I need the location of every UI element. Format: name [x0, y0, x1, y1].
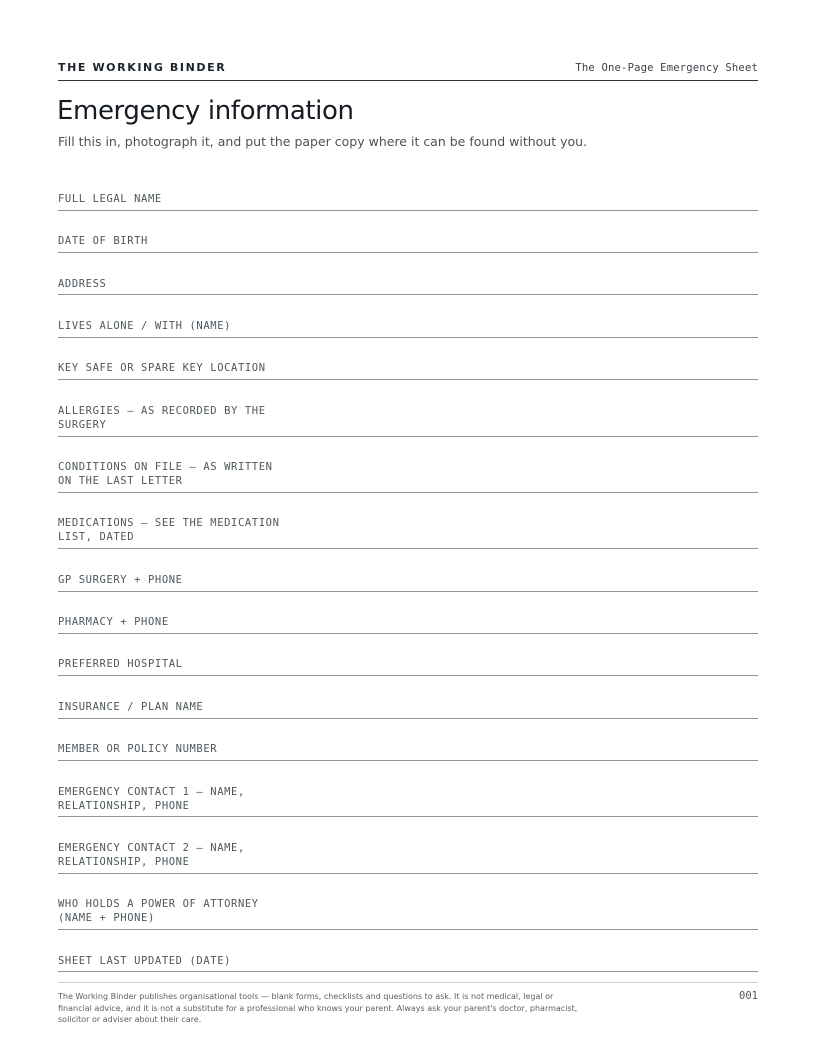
form-field[interactable]: [58, 875, 758, 930]
field-label: KEY SAFE OR SPARE KEY LOCATION: [58, 362, 266, 374]
form-field[interactable]: [58, 550, 758, 592]
form-field[interactable]: [58, 494, 758, 549]
field-label: INSURANCE / PLAN NAME: [58, 701, 204, 713]
form-field[interactable]: [58, 818, 758, 874]
field-label: MEDICATIONS — SEE THE MEDICATION LIST, DATED: [58, 517, 280, 543]
form-field[interactable]: [58, 635, 758, 676]
footer-divider: [58, 982, 758, 983]
page-subtitle: Fill this in, photograph it, and put the paper copy where it can be found without you.: [58, 134, 588, 149]
form-field[interactable]: [58, 931, 758, 972]
form-field[interactable]: [58, 339, 758, 380]
field-label: CONDITIONS ON FILE — AS WRITTEN ON THE LAST LETTER: [58, 461, 273, 487]
field-label: PREFERRED HOSPITAL: [58, 658, 183, 670]
page-number: 001: [739, 990, 758, 1002]
form-field[interactable]: [58, 593, 758, 634]
form-field[interactable]: [58, 762, 758, 817]
field-label: DATE OF BIRTH: [58, 235, 148, 247]
field-label: PHARMACY + PHONE: [58, 616, 169, 628]
form-field[interactable]: [58, 212, 758, 253]
field-label: SHEET LAST UPDATED (DATE): [58, 955, 232, 967]
page-title: Emergency information: [57, 96, 354, 126]
form-field[interactable]: [58, 677, 758, 719]
form-field[interactable]: [58, 170, 758, 211]
page-header: [58, 61, 758, 81]
field-label: FULL LEGAL NAME: [58, 193, 162, 205]
form-field[interactable]: [58, 296, 758, 338]
brand-name: THE WORKING BINDER: [58, 61, 227, 74]
field-label: LIVES ALONE / WITH (NAME): [58, 320, 232, 332]
field-label: EMERGENCY CONTACT 1 — NAME, RELATIONSHIP, PHONE: [58, 786, 245, 812]
field-label: ADDRESS: [58, 278, 107, 290]
form-field[interactable]: [58, 254, 758, 295]
form-field[interactable]: [58, 720, 758, 761]
field-label: ALLERGIES — AS RECORDED BY THE SURGERY: [58, 405, 266, 431]
document-name: The One-Page Emergency Sheet: [575, 62, 758, 74]
disclaimer: The Working Binder publishes organisational tools — blank forms, checklists and questions to ask. It is not medical, legal or financial advice, and it is not a substitute for a professional who knows your parent. Always ask your parent's doctor, pharmacist, solicitor or adviser about their care.: [58, 992, 578, 1024]
form-field[interactable]: [58, 381, 758, 437]
field-label: GP SURGERY + PHONE: [58, 574, 183, 586]
form-field[interactable]: [58, 438, 758, 493]
field-label: MEMBER OR POLICY NUMBER: [58, 743, 218, 755]
field-label: WHO HOLDS A POWER OF ATTORNEY (NAME + PHONE): [58, 898, 259, 924]
field-label: EMERGENCY CONTACT 2 — NAME, RELATIONSHIP, PHONE: [58, 842, 245, 868]
